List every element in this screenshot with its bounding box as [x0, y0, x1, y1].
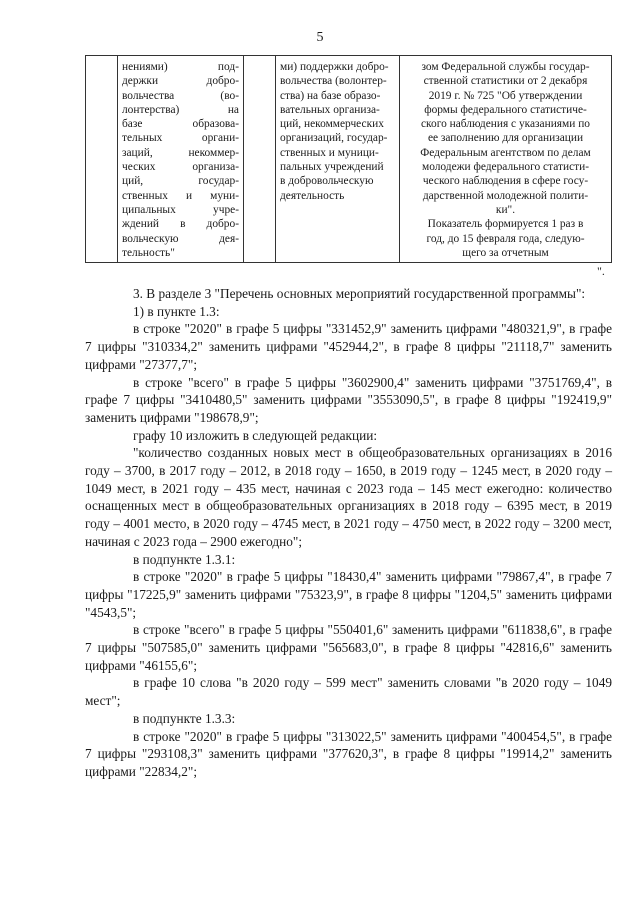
cell-line: тельных органи-: [122, 132, 239, 145]
cell-line: ства) на базе образо-: [280, 89, 381, 102]
cell-line: ческих организа-: [122, 161, 239, 174]
table-cell-col2: [118, 56, 244, 263]
cell-line: молодежи федерального статисти-: [422, 161, 589, 174]
cell-line: щего за отчетным: [462, 246, 549, 259]
cell-line: вательных организа-: [280, 103, 380, 116]
paragraph: графу 10 изложить в следующей редакции:: [133, 427, 378, 443]
cell-line: базе образова-: [122, 118, 239, 131]
cell-line: Показатель формируется 1 раз в: [427, 218, 584, 231]
document-body: [85, 285, 612, 781]
cell-line: лонтерства) на: [122, 103, 239, 116]
paragraph: в строке "2020" в графе 5 цифры "18430,4" заменить цифрами "79867,4", в графе 7 цифры "17225,9" заменить цифрами "75323,9", в графе 8 цифры "1204,5" заменить цифрами "4543,5";: [85, 569, 612, 620]
cell-line: ждений в добро-: [122, 218, 239, 231]
cell-line: пальных учреждений: [280, 161, 384, 174]
paragraph-subitem-1-3-3: в подпункте 1.3.3:: [133, 710, 236, 726]
paragraph: в строке "2020" в графе 5 цифры "313022,5" заменить цифрами "400454,5", в графе 7 цифры "293108,3" заменить цифрами "377620,3", в графе 8 цифры "19914,2" заменить цифрами "22834,2";: [85, 728, 612, 779]
cell-line: держки добро-: [122, 75, 239, 88]
cell-line: ки".: [495, 203, 516, 216]
cell-line: ческого наблюдения в сфере госу-: [422, 175, 589, 188]
paragraph-subitem-1-3-1: в подпункте 1.3.1:: [133, 551, 236, 567]
table-cell-col1: [86, 56, 118, 263]
cell-line: организаций, государ-: [280, 132, 388, 145]
paragraph: в строке "2020" в графе 5 цифры "331452,9" заменить цифрами "480321,9", в графе 7 цифры "310334,2" заменить цифрами "452944,2", в графе 8 цифры "21118,7" заменить цифрами "27377,7";: [85, 321, 612, 372]
cell-line: год, до 15 февраля года, следую-: [426, 232, 585, 245]
cell-line: нениями) под-: [122, 61, 239, 73]
continuation-table: [85, 55, 612, 263]
cell-line: ее заполнению для организации: [427, 132, 584, 145]
cell-line: ственных и муници-: [280, 146, 379, 159]
cell-line: дарственной молодежной полити-: [422, 189, 589, 202]
cell-line: ций, некоммерческих: [280, 118, 384, 131]
table-cell-col3: [244, 56, 276, 263]
paragraph-quote: "количество созданных новых мест в общеобразовательных организациях в 2016 году – 3700, в 2017 году – 2012, в 2018 году – 1650, в 2019 году – 1245 мест, в 2020 году – 1049 мест, в 2021 году – 435 мест, начиная с 2023 года – 145 мест ежегодно: количество оснащенных мест в общеобразовательных организациях в 2018 году – 6395 мест, в 2019 году – 4001 место, в 2020 году – 4745 мест, в 2021 году – 4750 мест, в 2022 году – 3200 мест, начиная с 2023 года – 2900 ежегодно";: [85, 445, 612, 549]
cell-line: ций, государ-: [122, 175, 239, 188]
table-closing-quote: ".: [597, 264, 605, 278]
cell-line: заций, некоммер-: [122, 146, 239, 159]
paragraph-section-3: 3. В разделе 3 "Перечень основных мероприятий государственной программы":: [133, 286, 586, 301]
cell-line: ственных и муни-: [122, 189, 239, 202]
cell-line: вольчества (волонтер-: [280, 75, 387, 88]
cell-line: в добровольческую: [280, 175, 374, 188]
cell-line: ского наблюдения с указаниями по: [421, 118, 590, 131]
cell-line: деятельность: [280, 189, 345, 202]
paragraph-item-1: 1) в пункте 1.3:: [133, 303, 220, 319]
paragraph: в строке "всего" в графе 5 цифры "3602900,4" заменить цифрами "3751769,4", в графе 7 цифры "3410480,5" заменить цифрами "3553090,5", в графе 8 цифры "192419,9" заменить цифрами "198678,9";: [85, 374, 612, 425]
cell-line: 2019 г. № 725 "Об утверждении: [428, 89, 583, 102]
cell-line: Федеральным агентством по делам: [420, 146, 591, 159]
cell-line: вольческую дея-: [122, 232, 239, 245]
cell-line: формы федерального статистиче-: [424, 103, 587, 116]
table-row: [86, 56, 612, 263]
table-cell-col5: [400, 56, 612, 263]
cell-line: ственной статистики от 2 декабря: [423, 75, 588, 88]
table-cell-col4: [276, 56, 400, 263]
cell-line: ципальных учре-: [122, 203, 239, 216]
cell-line: зом Федеральной службы государ-: [421, 61, 590, 73]
paragraph: в графе 10 слова "в 2020 году – 599 мест" заменить словами "в 2020 году – 1049 мест";: [85, 675, 612, 709]
cell-line: вольчества (во-: [122, 89, 239, 102]
cell-line: ми) поддержки добро-: [280, 61, 389, 73]
cell-line: тельность": [122, 246, 175, 259]
page-number: 5: [316, 30, 324, 45]
paragraph: в строке "всего" в графе 5 цифры "550401,6" заменить цифрами "611838,6", в графе 7 цифры "507585,0" заменить цифрами "565683,0", в графе 8 цифры "42816,6" заменить цифрами "46155,6";: [85, 622, 612, 673]
